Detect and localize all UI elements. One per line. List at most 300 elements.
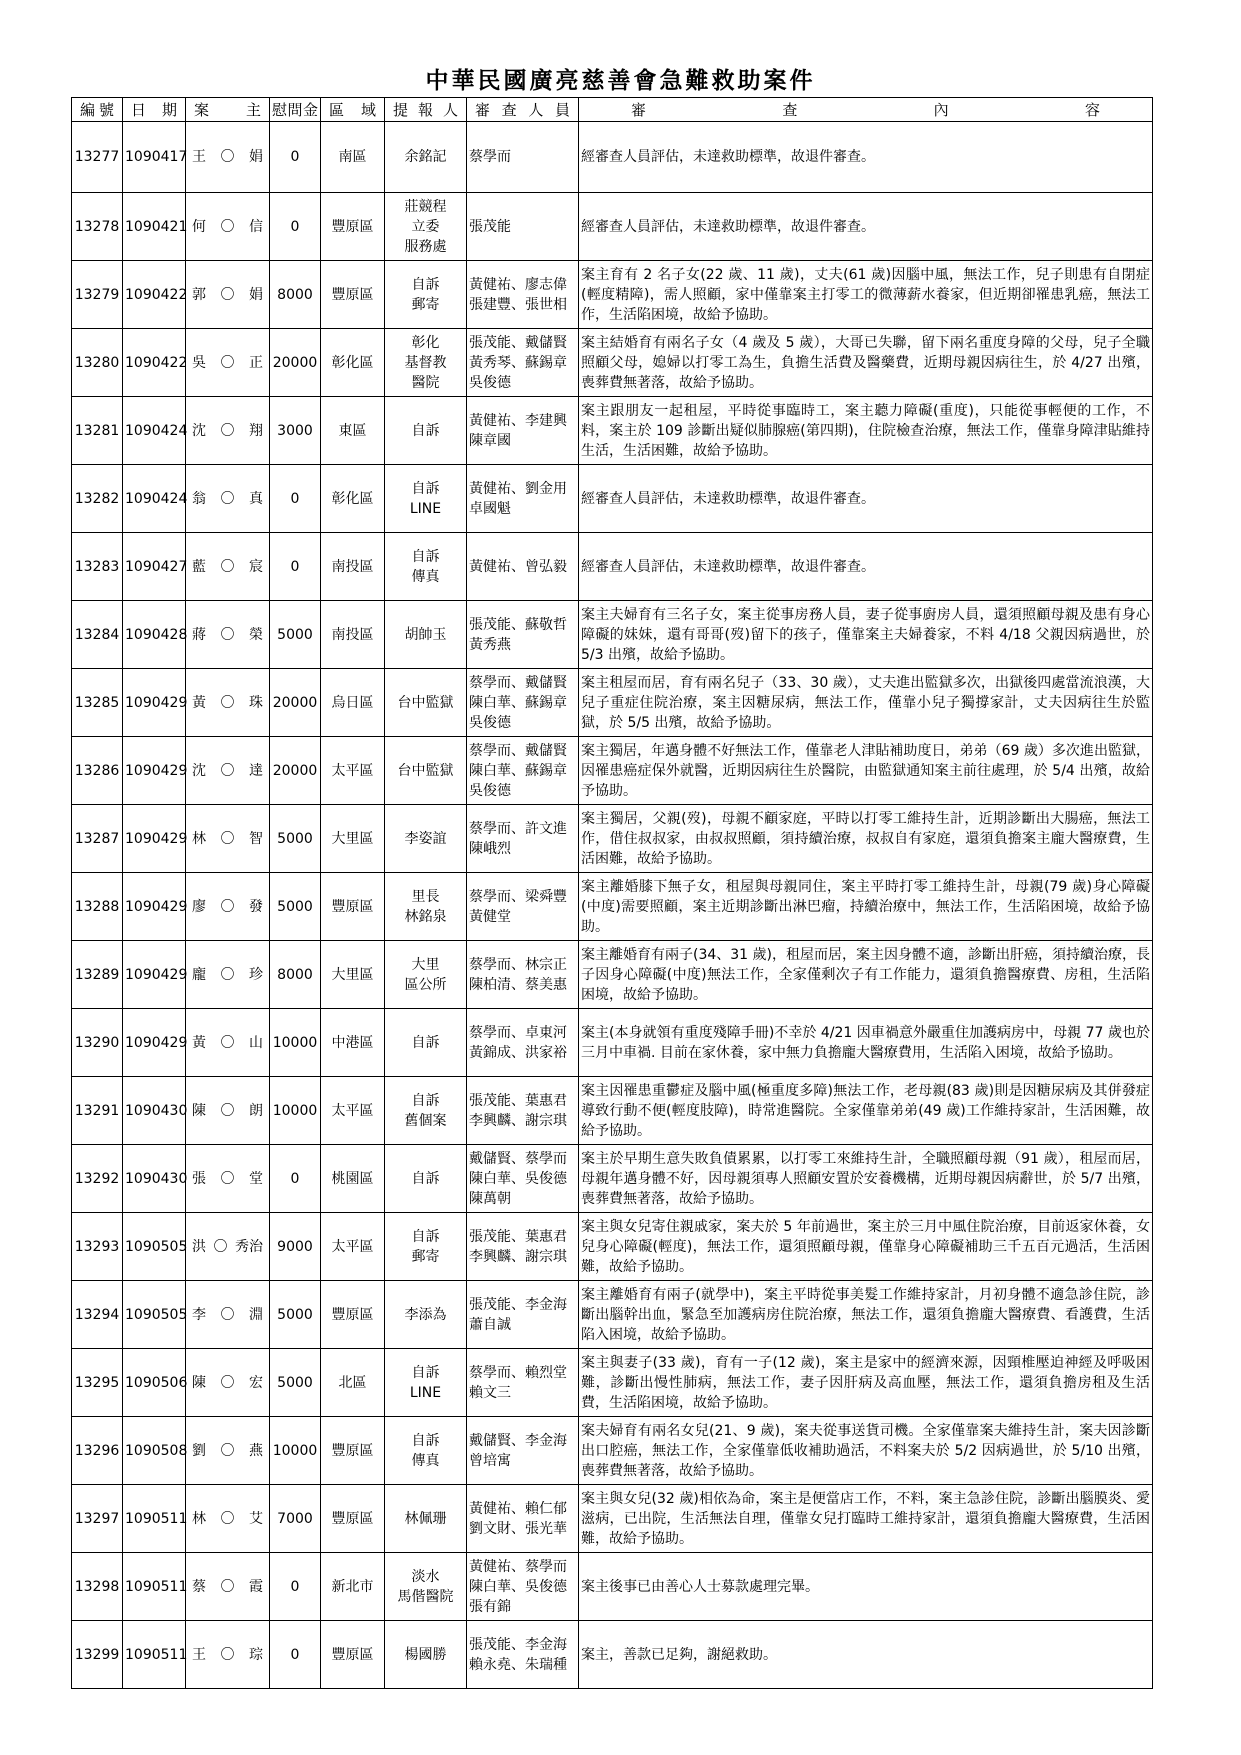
header-char: 查 [501, 101, 517, 119]
case-name-part: 〇 [220, 218, 235, 235]
case-name-part: 陳 [192, 1374, 206, 1391]
case-name-part: 〇 [220, 490, 235, 507]
header-content [579, 98, 1153, 122]
case-name-part: 黃 [192, 1034, 206, 1051]
header-char: 審 [631, 101, 647, 119]
case-amount: 0 [270, 1145, 321, 1213]
case-name-part: 〇 [213, 1238, 228, 1255]
header-char: 案 [194, 101, 210, 119]
case-inspectors: 張茂能、戴儲賢 黃秀琴、蘇錫章 吳俊德 [467, 329, 579, 397]
case-reporter: 台中監獄 [385, 669, 467, 737]
case-inspectors: 張茂能、李金海 賴永堯、朱瑞種 [467, 1621, 579, 1689]
case-date: 1090429 [123, 873, 186, 941]
case-name-part: 廖 [192, 898, 206, 915]
header-char: 問 [287, 101, 303, 119]
case-content: 案主夫婦育有三名子女，案主從事房務人員，妻子從事廚房人員，還須照顧母親及患有身心障礙的妹妹，還有哥哥(歿)留下的孩子，僅靠案主夫婦養家，不料 4/18 父親因病過世，於 5/3 出殯，故給予協助。 [579, 601, 1153, 669]
header-amount [270, 98, 321, 122]
table-row [72, 1077, 1153, 1145]
table-header-row [72, 98, 1153, 122]
case-content: 案主後事已由善心人士募款處理完畢。 [579, 1553, 1153, 1621]
case-name-part: 〇 [220, 286, 235, 303]
case-name-part: 〇 [220, 1510, 235, 1527]
case-date: 1090505 [123, 1213, 186, 1281]
case-date: 1090511 [123, 1621, 186, 1689]
case-content: 案主離婚育有兩子(34、31 歲)，租屋而居，案主因身體不適，診斷出肝癌，須持續治療，長子因身心障礙(中度)無法工作，全家僅剩次子有工作能力，還須負擔醫療費、房租，生活陷困境，故給予協助。 [579, 941, 1153, 1009]
case-date: 1090422 [123, 329, 186, 397]
case-name [186, 397, 270, 465]
case-region: 豐原區 [321, 1281, 385, 1349]
table-row [72, 122, 1153, 193]
case-reporter: 自訴 郵寄 [385, 1213, 467, 1281]
case-name-part: 陳 [192, 1102, 206, 1119]
case-name-part: 〇 [220, 694, 235, 711]
header-char: 主 [245, 101, 261, 119]
table-row [72, 873, 1153, 941]
case-region: 中港區 [321, 1009, 385, 1077]
case-inspectors: 蔡學而、許文進 陳峨烈 [467, 805, 579, 873]
case-content: 案主(本身就領有重度殘障手冊)不幸於 4/21 因車禍意外嚴重住加護病房中，母親 77 歲也於三月中車禍. 目前在家休養，家中無力負擔龐大醫療費用，生活陷入困境，故給予協助。 [579, 1009, 1153, 1077]
header-reporter [385, 98, 467, 122]
case-amount: 10000 [270, 1417, 321, 1485]
case-id: 13281 [72, 397, 123, 465]
header-name-text [188, 99, 267, 120]
case-id: 13288 [72, 873, 123, 941]
case-date: 1090424 [123, 397, 186, 465]
case-name-part: 〇 [220, 1646, 235, 1663]
case-id: 13285 [72, 669, 123, 737]
case-region: 東區 [321, 397, 385, 465]
case-name-part: 〇 [220, 898, 235, 915]
case-region: 太平區 [321, 1213, 385, 1281]
case-name-part: 〇 [220, 1170, 235, 1187]
header-char: 審 [475, 101, 491, 119]
case-name-part: 何 [192, 218, 206, 235]
case-content: 案主因罹患重鬱症及腦中風(極重度多障)無法工作，老母親(83 歲)則是因糖尿病及其併發症導致行動不便(輕度肢障)，時常進醫院。全家僅靠弟弟(49 歲)工作維持家計，生活困難，故給予協助。 [579, 1077, 1153, 1145]
case-name [186, 261, 270, 329]
case-amount: 20000 [270, 669, 321, 737]
header-char: 內 [933, 101, 949, 119]
case-content: 案主與妻子(33 歲)，育有一子(12 歲)，案主是家中的經濟來源，因頸椎壓迫神經及呼吸困難，診斷出慢性肺病，無法工作，妻子因肝病及高血壓，無法工作，還須負擔房租及生活費，生活陷困境，故給予協助。 [579, 1349, 1153, 1417]
case-inspectors: 戴儲賢、李金海 曾培寓 [467, 1417, 579, 1485]
case-name-chars [188, 1373, 267, 1393]
header-name [186, 98, 270, 122]
header-char: 編 [80, 101, 96, 119]
table-row [72, 329, 1153, 397]
table-row [72, 465, 1153, 533]
case-date: 1090429 [123, 941, 186, 1009]
table-row [72, 601, 1153, 669]
case-name-part: 琮 [249, 1646, 263, 1663]
case-date: 1090428 [123, 601, 186, 669]
case-region: 新北市 [321, 1553, 385, 1621]
case-date: 1090429 [123, 737, 186, 805]
header-char: 查 [782, 101, 798, 119]
case-reporter: 自訴 [385, 1009, 467, 1077]
case-id: 13292 [72, 1145, 123, 1213]
case-region: 彰化區 [321, 329, 385, 397]
case-name-part: 淵 [249, 1306, 263, 1323]
case-content: 案主離婚膝下無子女，租屋與母親同住，案主平時打零工維持生計，母親(79 歲)身心障礙(中度)需要照顧，案主近期診斷出淋巴瘤，持續治療中，無法工作，生活陷困境，故給予協助。 [579, 873, 1153, 941]
case-name [186, 122, 270, 193]
case-content: 案主結婚育有兩名子女（4 歲及 5 歲），大哥已失聯，留下兩名重度身障的父母，兒子全職照顧父母，媳婦以打零工為生，負擔生活費及醫藥費，近期母親因病往生，於 4/27 出殯，喪葬費無著落，故給予協助。 [579, 329, 1153, 397]
case-inspectors: 黃健祐、廖志偉 張建豐、張世相 [467, 261, 579, 329]
case-amount: 0 [270, 122, 321, 193]
case-id: 13277 [72, 122, 123, 193]
case-date: 1090429 [123, 669, 186, 737]
header-char: 慰 [272, 101, 288, 119]
case-id: 13283 [72, 533, 123, 601]
relief-cases-table [71, 97, 1153, 1689]
case-name-chars [188, 421, 267, 441]
case-reporter: 自訴 傳真 [385, 533, 467, 601]
case-region: 烏日區 [321, 669, 385, 737]
case-content: 案主獨居，年邁身體不好無法工作，僅靠老人津貼補助度日，弟弟（69 歲）多次進出監獄，因罹患癌症保外就醫，近期因病往生於醫院，由監獄通知案主前往處理，於 5/4 出殯，故給予協助。 [579, 737, 1153, 805]
case-name-part: 〇 [220, 354, 235, 371]
table-row [72, 193, 1153, 261]
table-row [72, 261, 1153, 329]
header-region [321, 98, 385, 122]
case-name-chars [188, 557, 267, 577]
header-char: 人 [442, 101, 458, 119]
case-date: 1090429 [123, 805, 186, 873]
case-reporter: 胡帥玉 [385, 601, 467, 669]
table-row [72, 1553, 1153, 1621]
header-region-text [323, 99, 382, 120]
case-id: 13280 [72, 329, 123, 397]
case-name [186, 193, 270, 261]
table-row [72, 1417, 1153, 1485]
case-name-part: 沈 [192, 422, 206, 439]
table-row [72, 1349, 1153, 1417]
case-name-chars [188, 897, 267, 917]
case-name [186, 465, 270, 533]
case-date: 1090422 [123, 261, 186, 329]
case-name-part: 信 [249, 218, 263, 235]
case-name-part: 堂 [249, 1170, 263, 1187]
case-name-part: 李 [192, 1306, 206, 1323]
case-inspectors: 黃健祐、劉金用 卓國魁 [467, 465, 579, 533]
case-amount: 5000 [270, 1281, 321, 1349]
case-inspectors: 蔡學而、梁舜豐 黃健堂 [467, 873, 579, 941]
case-id: 13294 [72, 1281, 123, 1349]
case-name [186, 1553, 270, 1621]
case-name-chars [188, 285, 267, 305]
case-name-part: 〇 [220, 966, 235, 983]
case-name-part: 〇 [220, 830, 235, 847]
case-name-part: 〇 [220, 1034, 235, 1051]
case-reporter: 自訴 [385, 1145, 467, 1213]
case-reporter: 余銘記 [385, 122, 467, 193]
case-name [186, 329, 270, 397]
case-name-part: 蔣 [192, 626, 206, 643]
case-name-part: 黃 [192, 694, 206, 711]
case-date: 1090508 [123, 1417, 186, 1485]
case-content: 經審查人員評估，未達救助標準，故退件審查。 [579, 193, 1153, 261]
case-amount: 5000 [270, 1349, 321, 1417]
table-row [72, 941, 1153, 1009]
case-name [186, 1349, 270, 1417]
case-name [186, 1485, 270, 1553]
case-amount: 5000 [270, 873, 321, 941]
case-inspectors: 張茂能 [467, 193, 579, 261]
case-content: 案主跟朋友一起租屋，平時從事臨時工，案主聽力障礙(重度)，只能從事輕便的工作，不料，案主於 109 診斷出疑似肺腺癌(第四期)，住院檢查治療，無法工作，僅靠身障津貼維持生活，生活困難，故給予協助。 [579, 397, 1153, 465]
table-row [72, 1621, 1153, 1689]
case-content: 案主與女兒寄住親戚家，案夫於 5 年前過世，案主於三月中風住院治療，目前返家休養，女兒身心障礙(輕度)，無法工作，還須照顧母親，僅靠身心障礙補助三千五百元過活，生活困難，故給予協助。 [579, 1213, 1153, 1281]
case-id: 13298 [72, 1553, 123, 1621]
case-name-part: 林 [192, 1510, 206, 1527]
header-inspectors [467, 98, 579, 122]
case-name-part: 〇 [220, 1306, 235, 1323]
case-date: 1090427 [123, 533, 186, 601]
case-inspectors: 黃健祐、曾弘毅 [467, 533, 579, 601]
case-amount: 0 [270, 193, 321, 261]
case-amount: 0 [270, 465, 321, 533]
case-name-part: 沈 [192, 762, 206, 779]
case-region: 大里區 [321, 941, 385, 1009]
case-name-chars [188, 217, 267, 237]
table-row [72, 1009, 1153, 1077]
case-inspectors: 蔡學而、賴烈堂 賴文三 [467, 1349, 579, 1417]
case-amount: 9000 [270, 1213, 321, 1281]
case-date: 1090430 [123, 1077, 186, 1145]
case-region: 豐原區 [321, 193, 385, 261]
case-content: 案主獨居，父親(歿)，母親不顧家庭，平時以打零工維持生計，近期診斷出大腸癌，無法工作，借住叔叔家，由叔叔照顧，須持續治療，叔叔自有家庭，還須負擔案主龐大醫療費，生活困難，故給予協助。 [579, 805, 1153, 873]
case-date: 1090505 [123, 1281, 186, 1349]
case-name-part: 珍 [249, 966, 263, 983]
case-name-part: 正 [249, 354, 263, 371]
case-region: 太平區 [321, 1077, 385, 1145]
case-name-part: 郭 [192, 286, 206, 303]
case-name [186, 1417, 270, 1485]
case-region: 南區 [321, 122, 385, 193]
case-id: 13293 [72, 1213, 123, 1281]
case-amount: 20000 [270, 737, 321, 805]
case-name-chars [188, 1441, 267, 1461]
case-region: 豐原區 [321, 873, 385, 941]
case-content: 案主於早期生意失敗負債累累，以打零工來維持生計，全職照顧母親（91 歲），租屋而居，母親年邁身體不好，因母親須專人照顧安置於安養機構，近期母親因病辭世，於 5/7 出殯，喪葬費無著落，故給予協助。 [579, 1145, 1153, 1213]
case-date: 1090430 [123, 1145, 186, 1213]
case-name-chars [188, 1033, 267, 1053]
case-inspectors: 黃健祐、賴仁郁 劉文財、張光華 [467, 1485, 579, 1553]
case-name-part: 宸 [249, 558, 263, 575]
case-name-chars [188, 693, 267, 713]
case-name [186, 1281, 270, 1349]
header-char: 域 [360, 101, 376, 119]
case-name [186, 1621, 270, 1689]
case-amount: 10000 [270, 1009, 321, 1077]
case-id: 13299 [72, 1621, 123, 1689]
case-name [186, 805, 270, 873]
case-name [186, 1213, 270, 1281]
case-reporter: 自訴 LINE [385, 465, 467, 533]
case-name-part: 真 [249, 490, 263, 507]
case-name [186, 873, 270, 941]
case-content: 經審查人員評估，未達救助標準，故退件審查。 [579, 465, 1153, 533]
case-name-chars [188, 829, 267, 849]
case-amount: 3000 [270, 397, 321, 465]
case-date: 1090417 [123, 122, 186, 193]
case-name-part: 〇 [220, 1442, 235, 1459]
case-name-part: 王 [192, 149, 206, 165]
case-id: 13278 [72, 193, 123, 261]
case-name-part: 榮 [249, 626, 263, 643]
case-name-part: 洪 [192, 1238, 206, 1255]
case-region: 北區 [321, 1349, 385, 1417]
case-date: 1090506 [123, 1349, 186, 1417]
case-inspectors: 蔡學而、卓東河 黃錦成、洪家裕 [467, 1009, 579, 1077]
case-name [186, 1009, 270, 1077]
case-amount: 5000 [270, 805, 321, 873]
case-reporter: 大里 區公所 [385, 941, 467, 1009]
case-name-part: 娟 [249, 286, 263, 303]
case-name-part: 藍 [192, 558, 206, 575]
case-amount: 8000 [270, 261, 321, 329]
case-reporter: 楊國勝 [385, 1621, 467, 1689]
case-reporter: 自訴 [385, 397, 467, 465]
case-region: 豐原區 [321, 1485, 385, 1553]
case-inspectors: 黃健祐、蔡學而 陳白華、吳俊德 張有錦 [467, 1553, 579, 1621]
page-title: 中華民國廣亮慈善會急難救助案件 [425, 68, 816, 94]
header-id [72, 98, 123, 122]
header-char: 日 [131, 101, 147, 119]
case-name-chars [188, 625, 267, 645]
case-inspectors: 張茂能、葉惠君 李興麟、謝宗琪 [467, 1077, 579, 1145]
table-row [72, 1145, 1153, 1213]
case-reporter: 彰化 基督教 醫院 [385, 329, 467, 397]
header-content-text [581, 99, 1150, 120]
case-name-chars [188, 1509, 267, 1529]
case-name [186, 941, 270, 1009]
case-id: 13295 [72, 1349, 123, 1417]
header-amount-text [272, 99, 318, 120]
case-id: 13296 [72, 1417, 123, 1485]
case-inspectors: 張茂能、李金海 蕭自誠 [467, 1281, 579, 1349]
case-inspectors: 張茂能、蘇敬哲 黃秀燕 [467, 601, 579, 669]
case-inspectors: 蔡學而、林宗正 陳柏清、蔡美惠 [467, 941, 579, 1009]
case-region: 大里區 [321, 805, 385, 873]
table-row [72, 1485, 1153, 1553]
case-region: 豐原區 [321, 1621, 385, 1689]
case-content: 案夫婦育有兩名女兒(21、9 歲)，案夫從事送貨司機。全家僅靠案夫維持生計，案夫因診斷出口腔癌，無法工作，全家僅靠低收補助過活，不料案夫於 5/2 因病過世，於 5/10 出殯，喪葬費無著落，故給予協助。 [579, 1417, 1153, 1485]
case-name-part: 翁 [192, 490, 206, 507]
case-name-part: 〇 [220, 626, 235, 643]
case-name-part: 宏 [249, 1374, 263, 1391]
case-name-part: 王 [192, 1646, 206, 1663]
header-char: 提 [393, 101, 409, 119]
header-char: 區 [329, 101, 345, 119]
table-row [72, 737, 1153, 805]
case-name-part: 秀治 [235, 1238, 263, 1255]
table-row [72, 669, 1153, 737]
header-char: 期 [161, 101, 177, 119]
case-amount: 20000 [270, 329, 321, 397]
case-amount: 0 [270, 533, 321, 601]
case-name-chars [188, 489, 267, 509]
case-name [186, 737, 270, 805]
table-row [72, 533, 1153, 601]
case-amount: 8000 [270, 941, 321, 1009]
case-name-part: 霞 [249, 1578, 263, 1595]
case-name-part: 龐 [192, 966, 206, 983]
case-content: 案主與女兒(32 歲)相依為命，案主是便當店工作，不料，案主急診住院，診斷出腦膜炎、愛滋病，已出院，生活無法自理，僅靠女兒打臨時工維持家計，還須負擔龐大醫療費，生活困難，故給予協助。 [579, 1485, 1153, 1553]
case-name-part: 蔡 [192, 1578, 206, 1595]
case-date: 1090429 [123, 1009, 186, 1077]
case-name-part: 珠 [249, 694, 263, 711]
case-name [186, 669, 270, 737]
case-name-chars [188, 1169, 267, 1189]
case-name-chars [188, 1237, 267, 1257]
case-name-part: 〇 [220, 1102, 235, 1119]
case-date: 1090511 [123, 1485, 186, 1553]
case-name-part: 〇 [220, 558, 235, 575]
case-name-part: 燕 [249, 1442, 263, 1459]
case-content: 經審查人員評估，未達救助標準，故退件審查。 [579, 533, 1153, 601]
header-date-text [125, 99, 183, 120]
case-content: 案主租屋而居，育有兩名兒子（33、30 歲），丈夫進出監獄多次，出獄後四處當流浪漢，大兒子重症住院治療，案主因糖尿病，無法工作，僅靠小兒子獨撐家計，丈夫因病往生於監獄，於 5/5 出殯，故給予協助。 [579, 669, 1153, 737]
case-name-part: 朗 [249, 1102, 263, 1119]
case-inspectors: 張茂能、葉惠君 李興麟、謝宗琪 [467, 1213, 579, 1281]
case-id: 13279 [72, 261, 123, 329]
case-amount: 5000 [270, 601, 321, 669]
header-char: 容 [1084, 101, 1100, 119]
case-region: 豐原區 [321, 261, 385, 329]
case-id: 13297 [72, 1485, 123, 1553]
case-name-part: 發 [249, 898, 263, 915]
case-amount: 0 [270, 1621, 321, 1689]
case-id: 13290 [72, 1009, 123, 1077]
header-id-text [74, 99, 120, 120]
table-row [72, 1213, 1153, 1281]
case-amount: 10000 [270, 1077, 321, 1145]
header-char: 員 [554, 101, 570, 119]
case-name-chars [188, 1101, 267, 1121]
case-date: 1090511 [123, 1553, 186, 1621]
case-inspectors: 蔡學而 [467, 122, 579, 193]
case-name-chars [188, 761, 267, 781]
header-char: 人 [528, 101, 544, 119]
case-date: 1090424 [123, 465, 186, 533]
case-date: 1090421 [123, 193, 186, 261]
case-name-part: 〇 [220, 1374, 235, 1391]
header-date [123, 98, 186, 122]
case-reporter: 林佩珊 [385, 1485, 467, 1553]
header-inspectors-text [469, 99, 576, 120]
case-name-part: 娟 [249, 149, 263, 165]
case-amount: 0 [270, 1553, 321, 1621]
case-id: 13286 [72, 737, 123, 805]
case-name-part: 張 [192, 1170, 206, 1187]
case-region: 太平區 [321, 737, 385, 805]
case-reporter: 自訴 郵寄 [385, 261, 467, 329]
table-row [72, 1281, 1153, 1349]
case-reporter: 自訴 傳真 [385, 1417, 467, 1485]
table-row [72, 805, 1153, 873]
case-region: 南投區 [321, 533, 385, 601]
case-inspectors: 黃健祐、李建興 陳章國 [467, 397, 579, 465]
header-char: 金 [302, 101, 318, 119]
header-char: 報 [417, 101, 433, 119]
case-reporter: 莊競程 立委 服務處 [385, 193, 467, 261]
case-reporter: 李添為 [385, 1281, 467, 1349]
case-name-part: 吳 [192, 354, 206, 371]
case-name-part: 〇 [220, 422, 235, 439]
case-name-part: 〇 [220, 762, 235, 779]
case-name-part: 山 [249, 1034, 263, 1051]
case-name-part: 翔 [249, 422, 263, 439]
case-content: 案主離婚育有兩子(就學中)，案主平時從事美髮工作維持家計，月初身體不適急診住院，診斷出腦幹出血，緊急至加護病房住院治療，無法工作，還須負擔龐大醫療費、看護費，生活陷入困境，故給予協助。 [579, 1281, 1153, 1349]
header-char: 號 [98, 101, 114, 119]
case-reporter: 淡水 馬偕醫院 [385, 1553, 467, 1621]
